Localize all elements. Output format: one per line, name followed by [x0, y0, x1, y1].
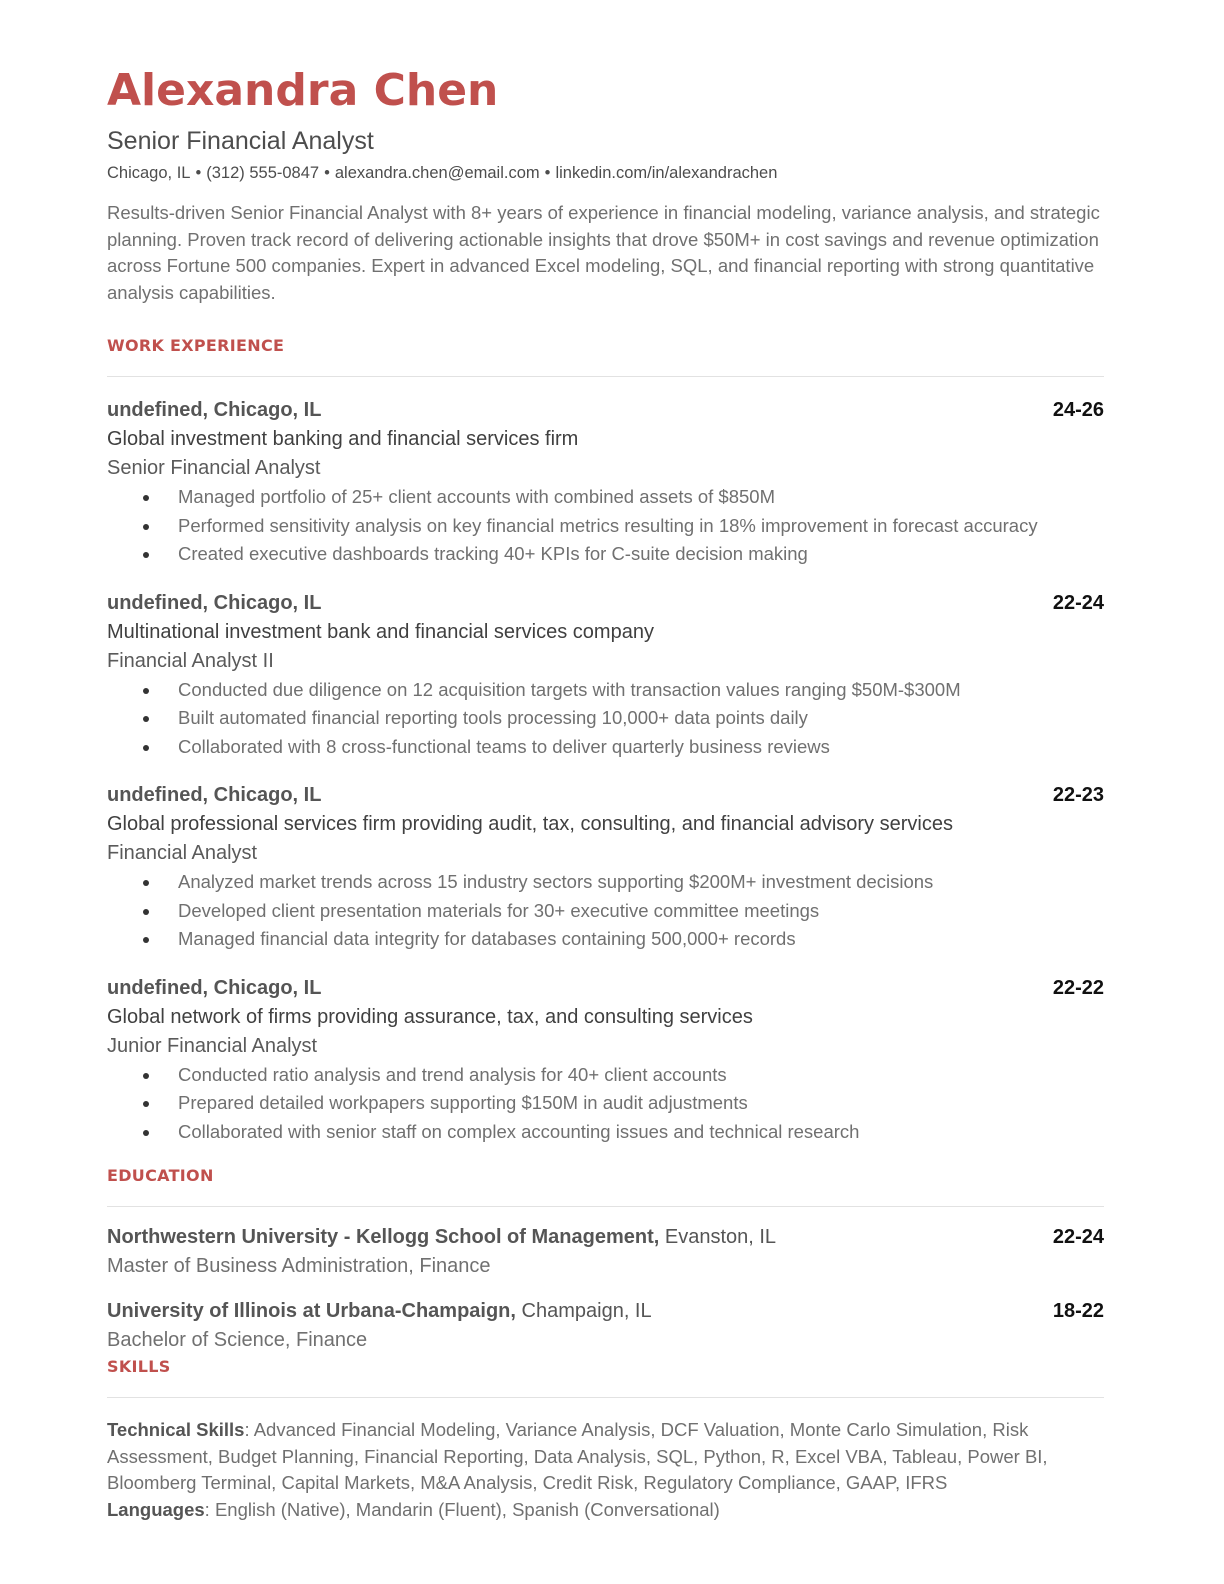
- job-bullet: Collaborated with 8 cross-functional teams to deliver quarterly business reviews: [107, 733, 1104, 762]
- skills-block: [107, 1417, 1104, 1523]
- job-company: undefined, Chicago, IL: [107, 784, 322, 806]
- education-dates: 22-24: [1052, 1226, 1104, 1248]
- candidate-title: Senior Financial Analyst: [107, 127, 374, 155]
- job-entry: [107, 781, 1104, 954]
- job-entry: [107, 974, 1104, 1147]
- job-header: [107, 781, 1104, 810]
- education-school-line: [107, 1297, 652, 1326]
- job-bullet: Developed client presentation materials for 30+ executive committee meetings: [107, 897, 1104, 926]
- job-dates: 24-26: [1052, 399, 1104, 421]
- technical-skills-list: : Advanced Financial Modeling, Variance Analysis, DCF Valuation, Monte Carlo Simulation, Risk Assessment, Budget Planning, Financial Reporting, Data Analysis, SQL, Python, R, Excel VBA, Tableau, Power BI, Bloomberg Terminal, Capital Markets, M&A Analysis, Credit Risk, Regulatory Compliance, GAAP, IFRS: [107, 1419, 1048, 1493]
- education-location: Evanston, IL: [664, 1226, 777, 1248]
- section-title-skills: SKILLS: [107, 1357, 171, 1376]
- technical-skills-label: Technical Skills: [107, 1419, 245, 1440]
- education-entry: [107, 1223, 1104, 1281]
- job-entry: [107, 589, 1104, 762]
- job-bullet: Prepared detailed workpapers supporting $150M in audit adjustments: [107, 1089, 1104, 1118]
- job-bullet: Managed financial data integrity for databases containing 500,000+ records: [107, 925, 1104, 954]
- contact-separator: •: [195, 164, 202, 182]
- education-degree: Bachelor of Science, Finance: [107, 1329, 368, 1351]
- education-header: [107, 1297, 1104, 1326]
- education-school: Northwestern University - Kellogg School of Management,: [107, 1226, 660, 1248]
- job-header: [107, 396, 1104, 425]
- education-list: [107, 1223, 1104, 1355]
- contact-email: alexandra.chen@email.com: [334, 164, 540, 182]
- education-school: University of Illinois at Urbana-Champaign,: [107, 1300, 516, 1322]
- job-bullet: Conducted due diligence on 12 acquisition targets with transaction values ranging $50M-$300M: [107, 676, 1104, 705]
- job-bullet: Created executive dashboards tracking 40+ KPIs for C-suite decision making: [107, 540, 1104, 569]
- resume-page: [107, 62, 1104, 1523]
- job-dates: 22-22: [1052, 976, 1104, 999]
- job-bullet: Managed portfolio of 25+ client accounts with combined assets of $850M: [107, 483, 1104, 512]
- technical-skills: [107, 1417, 1104, 1497]
- section-title-experience: WORK EXPERIENCE: [107, 336, 285, 355]
- job-role: Financial Analyst II: [107, 649, 274, 672]
- job-bullet: Conducted ratio analysis and trend analysis for 40+ client accounts: [107, 1061, 1104, 1090]
- education-location: Champaign, IL: [521, 1300, 652, 1322]
- candidate-name: Alexandra Chen: [107, 65, 499, 116]
- company-description: Global professional services firm providing audit, tax, consulting, and financial advisory services: [107, 813, 953, 835]
- job-header: [107, 974, 1104, 1003]
- education-dates: 18-22: [1052, 1300, 1104, 1322]
- contact-phone: (312) 555-0847: [206, 164, 320, 182]
- job-bullet: Performed sensitivity analysis on key financial metrics resulting in 18% improvement in forecast accuracy: [107, 512, 1104, 541]
- job-bullet: Collaborated with senior staff on complex accounting issues and technical research: [107, 1118, 1104, 1147]
- job-bullets: [107, 676, 1104, 762]
- education-degree: Master of Business Administration, Finance: [107, 1255, 491, 1277]
- contact-separator: •: [544, 164, 551, 182]
- job-company: undefined, Chicago, IL: [107, 399, 322, 421]
- company-description: Multinational investment bank and financial services company: [107, 620, 654, 643]
- job-entry: [107, 396, 1104, 569]
- job-company: undefined, Chicago, IL: [107, 976, 322, 999]
- professional-summary: Results-driven Senior Financial Analyst with 8+ years of experience in financial modeling, variance analysis, and strategic planning. Proven track record of delivering actionable insights that drove $50M+ in cost savings and revenue optimization across Fortune 500 companies. Expert in advanced Excel modeling, SQL, and financial reporting with strong quantitative analysis capabilities.: [107, 202, 1100, 303]
- job-bullets: [107, 868, 1104, 954]
- section-divider: [107, 1397, 1104, 1398]
- job-company: undefined, Chicago, IL: [107, 591, 322, 614]
- section-divider: [107, 1206, 1104, 1207]
- contact-separator: •: [324, 164, 330, 182]
- job-bullets: [107, 1061, 1104, 1147]
- section-divider: [107, 376, 1104, 377]
- job-bullets: [107, 483, 1104, 569]
- company-description: Global network of firms providing assurance, tax, and consulting services: [107, 1005, 753, 1028]
- languages-list: : English (Native), Mandarin (Fluent), Spanish (Conversational): [204, 1498, 720, 1520]
- job-header: [107, 589, 1104, 618]
- company-description: Global investment banking and financial services firm: [107, 428, 579, 450]
- job-role: Junior Financial Analyst: [107, 1034, 318, 1057]
- contact-linkedin: linkedin.com/in/alexandrachen: [555, 164, 778, 182]
- section-title-education: EDUCATION: [107, 1166, 214, 1185]
- job-bullet: Built automated financial reporting tools processing 10,000+ data points daily: [107, 704, 1104, 733]
- experience-list: [107, 396, 1104, 1146]
- languages-label: Languages: [107, 1498, 205, 1520]
- languages: [107, 1497, 1104, 1524]
- education-header: [107, 1223, 1104, 1252]
- education-school-line: [107, 1223, 776, 1252]
- job-dates: 22-23: [1052, 784, 1104, 806]
- job-role: Financial Analyst: [107, 842, 258, 864]
- education-entry: [107, 1297, 1104, 1355]
- contact-line: [107, 162, 1104, 184]
- job-dates: 22-24: [1052, 591, 1104, 614]
- job-role: Senior Financial Analyst: [107, 457, 321, 479]
- job-bullet: Analyzed market trends across 15 industry sectors supporting $200M+ investment decisions: [107, 868, 1104, 897]
- contact-location: Chicago, IL: [107, 164, 191, 182]
